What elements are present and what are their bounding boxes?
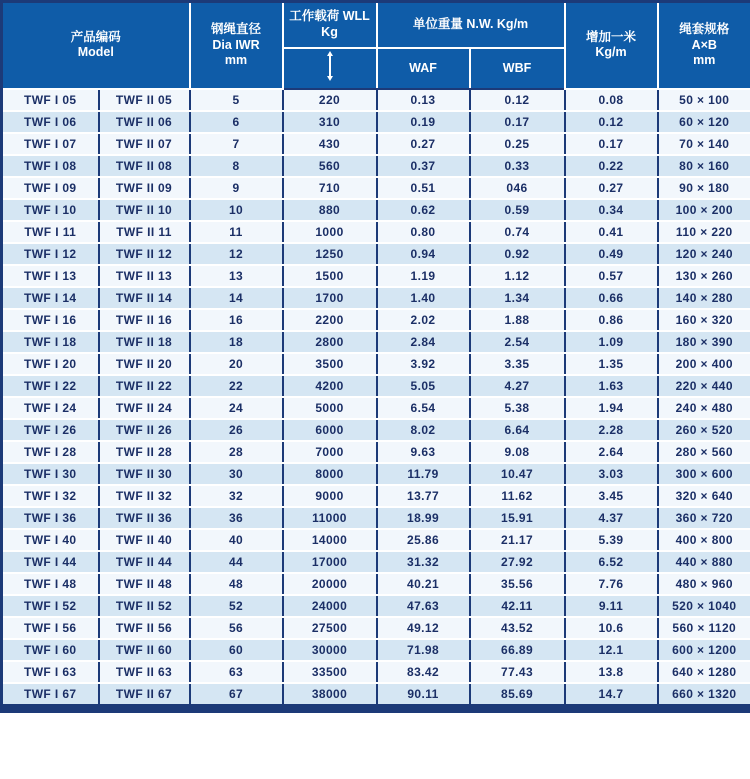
cell-sleeve-spec: 70 × 140 [658, 133, 750, 155]
cell-extra-meter: 14.7 [565, 683, 658, 709]
header-extra-meter [565, 2, 658, 89]
cell-model-type1: TWF I 13 [2, 265, 99, 287]
cell-wbf: 4.27 [470, 375, 565, 397]
cell-model-type2: TWF II 44 [99, 551, 190, 573]
cell-model-type1: TWF I 26 [2, 419, 99, 441]
cell-wll: 310 [283, 111, 377, 133]
cell-wbf: 9.08 [470, 441, 565, 463]
table-row [2, 309, 750, 331]
table-row [2, 617, 750, 639]
cell-wll: 9000 [283, 485, 377, 507]
cell-wbf: 10.47 [470, 463, 565, 485]
cell-extra-meter: 0.57 [565, 265, 658, 287]
cell-waf: 0.80 [377, 221, 470, 243]
header-wbf-label: WBF [502, 60, 532, 75]
cell-model-type2: TWF II 12 [99, 243, 190, 265]
cell-model-type1: TWF I 44 [2, 551, 99, 573]
cell-model-type2: TWF II 05 [99, 89, 190, 111]
table-row [2, 155, 750, 177]
cell-dia: 18 [190, 331, 283, 353]
cell-dia: 24 [190, 397, 283, 419]
cell-model-type2: TWF II 32 [99, 485, 190, 507]
table-body [2, 89, 750, 709]
cell-sleeve-spec: 260 × 520 [658, 419, 750, 441]
cell-model-type2: TWF II 63 [99, 661, 190, 683]
header-waf-label: WAF [409, 60, 437, 75]
table-row [2, 683, 750, 709]
cell-dia: 56 [190, 617, 283, 639]
cell-wbf: 2.54 [470, 331, 565, 353]
cell-wll: 1500 [283, 265, 377, 287]
cell-wll: 6000 [283, 419, 377, 441]
table-row [2, 375, 750, 397]
cell-model-type1: TWF I 09 [2, 177, 99, 199]
cell-sleeve-spec: 220 × 440 [658, 375, 750, 397]
cell-model-type1: TWF I 63 [2, 661, 99, 683]
table-row [2, 331, 750, 353]
cell-wbf: 1.88 [470, 309, 565, 331]
cell-extra-meter: 0.12 [565, 111, 658, 133]
cell-wbf: 42.11 [470, 595, 565, 617]
cell-dia: 13 [190, 265, 283, 287]
cell-wll: 1700 [283, 287, 377, 309]
cell-sleeve-spec: 640 × 1280 [658, 661, 750, 683]
cell-waf: 71.98 [377, 639, 470, 661]
cell-wbf: 0.33 [470, 155, 565, 177]
table-row [2, 89, 750, 111]
cell-extra-meter: 0.34 [565, 199, 658, 221]
header-waf [377, 48, 470, 89]
cell-sleeve-spec: 300 × 600 [658, 463, 750, 485]
cell-waf: 11.79 [377, 463, 470, 485]
cell-waf: 0.62 [377, 199, 470, 221]
cell-wbf: 6.64 [470, 419, 565, 441]
cell-wbf: 0.74 [470, 221, 565, 243]
cell-wll: 2800 [283, 331, 377, 353]
cell-dia: 32 [190, 485, 283, 507]
table-row [2, 199, 750, 221]
cell-model-type1: TWF I 06 [2, 111, 99, 133]
cell-wbf: 046 [470, 177, 565, 199]
cell-waf: 0.51 [377, 177, 470, 199]
cell-wbf: 3.35 [470, 353, 565, 375]
cell-model-type1: TWF I 10 [2, 199, 99, 221]
table-row [2, 441, 750, 463]
cell-waf: 0.13 [377, 89, 470, 111]
cell-wbf: 43.52 [470, 617, 565, 639]
cell-model-type1: TWF I 20 [2, 353, 99, 375]
cell-wbf: 0.59 [470, 199, 565, 221]
cell-sleeve-spec: 100 × 200 [658, 199, 750, 221]
cell-model-type1: TWF I 18 [2, 331, 99, 353]
header-sleeve-spec-unit: mm [693, 53, 716, 68]
cell-extra-meter: 0.66 [565, 287, 658, 309]
cell-extra-meter: 2.28 [565, 419, 658, 441]
cell-waf: 2.84 [377, 331, 470, 353]
table-row [2, 463, 750, 485]
cell-sleeve-spec: 50 × 100 [658, 89, 750, 111]
cell-wbf: 0.12 [470, 89, 565, 111]
cell-wll: 220 [283, 89, 377, 111]
cell-extra-meter: 0.41 [565, 221, 658, 243]
cell-wll: 1250 [283, 243, 377, 265]
cell-sleeve-spec: 360 × 720 [658, 507, 750, 529]
cell-waf: 40.21 [377, 573, 470, 595]
cell-extra-meter: 13.8 [565, 661, 658, 683]
cell-dia: 14 [190, 287, 283, 309]
header-model-zh: 产品编码 [70, 29, 121, 44]
cell-wbf: 85.69 [470, 683, 565, 709]
header-wll-unit: Kg [321, 25, 338, 39]
cell-model-type2: TWF II 22 [99, 375, 190, 397]
table-row [2, 111, 750, 133]
cell-waf: 83.42 [377, 661, 470, 683]
table-row [2, 133, 750, 155]
vertical-lift-arrow-icon [325, 51, 335, 81]
header-dia-en: Dia IWR [212, 37, 260, 52]
cell-model-type2: TWF II 10 [99, 199, 190, 221]
cell-waf: 25.86 [377, 529, 470, 551]
cell-wbf: 77.43 [470, 661, 565, 683]
table-row [2, 485, 750, 507]
cell-wbf: 0.25 [470, 133, 565, 155]
cell-model-type1: TWF I 60 [2, 639, 99, 661]
cell-model-type1: TWF I 07 [2, 133, 99, 155]
header-wll [283, 2, 377, 49]
cell-dia: 7 [190, 133, 283, 155]
cell-extra-meter: 1.63 [565, 375, 658, 397]
cell-wbf: 15.91 [470, 507, 565, 529]
cell-extra-meter: 10.6 [565, 617, 658, 639]
cell-extra-meter: 2.64 [565, 441, 658, 463]
cell-model-type2: TWF II 30 [99, 463, 190, 485]
cell-model-type1: TWF I 14 [2, 287, 99, 309]
cell-extra-meter: 3.45 [565, 485, 658, 507]
cell-sleeve-spec: 440 × 880 [658, 551, 750, 573]
header-dia [190, 2, 283, 89]
cell-extra-meter: 1.35 [565, 353, 658, 375]
cell-dia: 12 [190, 243, 283, 265]
cell-waf: 18.99 [377, 507, 470, 529]
cell-model-type1: TWF I 30 [2, 463, 99, 485]
cell-wll: 1000 [283, 221, 377, 243]
cell-extra-meter: 1.09 [565, 331, 658, 353]
table-row [2, 177, 750, 199]
cell-waf: 31.32 [377, 551, 470, 573]
cell-model-type2: TWF II 67 [99, 683, 190, 709]
header-model [2, 2, 190, 89]
cell-waf: 47.63 [377, 595, 470, 617]
cell-extra-meter: 0.49 [565, 243, 658, 265]
cell-sleeve-spec: 90 × 180 [658, 177, 750, 199]
cell-model-type1: TWF I 36 [2, 507, 99, 529]
cell-wll: 30000 [283, 639, 377, 661]
cell-sleeve-spec: 110 × 220 [658, 221, 750, 243]
table-header [2, 2, 750, 89]
cell-wbf: 0.17 [470, 111, 565, 133]
cell-wbf: 0.92 [470, 243, 565, 265]
header-dia-unit: mm [224, 53, 248, 68]
header-extra-meter-unit: Kg/m [595, 45, 627, 60]
cell-model-type2: TWF II 52 [99, 595, 190, 617]
cell-waf: 0.94 [377, 243, 470, 265]
cell-model-type2: TWF II 08 [99, 155, 190, 177]
cell-model-type1: TWF I 05 [2, 89, 99, 111]
cell-extra-meter: 7.76 [565, 573, 658, 595]
cell-dia: 26 [190, 419, 283, 441]
cell-sleeve-spec: 160 × 320 [658, 309, 750, 331]
cell-wbf: 66.89 [470, 639, 565, 661]
cell-model-type2: TWF II 28 [99, 441, 190, 463]
cell-model-type2: TWF II 48 [99, 573, 190, 595]
cell-wll: 2200 [283, 309, 377, 331]
table-row [2, 661, 750, 683]
cell-model-type2: TWF II 11 [99, 221, 190, 243]
cell-dia: 10 [190, 199, 283, 221]
cell-sleeve-spec: 560 × 1120 [658, 617, 750, 639]
table-row [2, 419, 750, 441]
cell-sleeve-spec: 320 × 640 [658, 485, 750, 507]
cell-wll: 710 [283, 177, 377, 199]
cell-extra-meter: 4.37 [565, 507, 658, 529]
cell-model-type2: TWF II 09 [99, 177, 190, 199]
cell-model-type2: TWF II 36 [99, 507, 190, 529]
cell-wbf: 5.38 [470, 397, 565, 419]
cell-model-type2: TWF II 18 [99, 331, 190, 353]
cell-model-type2: TWF II 40 [99, 529, 190, 551]
cell-waf: 90.11 [377, 683, 470, 709]
table-row [2, 529, 750, 551]
header-dia-zh: 钢绳直径 [211, 21, 262, 36]
cell-wll: 11000 [283, 507, 377, 529]
cell-model-type1: TWF I 22 [2, 375, 99, 397]
cell-sleeve-spec: 400 × 800 [658, 529, 750, 551]
cell-extra-meter: 9.11 [565, 595, 658, 617]
cell-model-type2: TWF II 60 [99, 639, 190, 661]
cell-wll: 8000 [283, 463, 377, 485]
cell-waf: 1.40 [377, 287, 470, 309]
cell-sleeve-spec: 480 × 960 [658, 573, 750, 595]
cell-extra-meter: 0.22 [565, 155, 658, 177]
cell-wll: 3500 [283, 353, 377, 375]
cell-model-type2: TWF II 16 [99, 309, 190, 331]
cell-wll: 880 [283, 199, 377, 221]
cell-sleeve-spec: 280 × 560 [658, 441, 750, 463]
cell-dia: 44 [190, 551, 283, 573]
table-row [2, 243, 750, 265]
cell-extra-meter: 6.52 [565, 551, 658, 573]
cell-sleeve-spec: 240 × 480 [658, 397, 750, 419]
cell-waf: 9.63 [377, 441, 470, 463]
cell-waf: 8.02 [377, 419, 470, 441]
cell-model-type1: TWF I 32 [2, 485, 99, 507]
cell-dia: 22 [190, 375, 283, 397]
cell-dia: 30 [190, 463, 283, 485]
table-row [2, 221, 750, 243]
header-sleeve-spec-ab: A×B [691, 37, 717, 52]
header-lift-type-cell [283, 48, 377, 89]
cell-wbf: 21.17 [470, 529, 565, 551]
cell-dia: 63 [190, 661, 283, 683]
cell-sleeve-spec: 60 × 120 [658, 111, 750, 133]
cell-sleeve-spec: 200 × 400 [658, 353, 750, 375]
cell-model-type1: TWF I 08 [2, 155, 99, 177]
cell-sleeve-spec: 130 × 260 [658, 265, 750, 287]
cell-dia: 5 [190, 89, 283, 111]
cell-model-type1: TWF I 12 [2, 243, 99, 265]
header-model-en: Model [77, 45, 114, 60]
table-row [2, 639, 750, 661]
cell-waf: 5.05 [377, 375, 470, 397]
table-row [2, 595, 750, 617]
cell-model-type1: TWF I 67 [2, 683, 99, 709]
header-extra-meter-zh: 增加一米 [586, 29, 637, 44]
cell-model-type1: TWF I 48 [2, 573, 99, 595]
cell-model-type1: TWF I 56 [2, 617, 99, 639]
cell-sleeve-spec: 520 × 1040 [658, 595, 750, 617]
cell-dia: 48 [190, 573, 283, 595]
table-row [2, 551, 750, 573]
table-row [2, 507, 750, 529]
cell-dia: 28 [190, 441, 283, 463]
cell-waf: 0.19 [377, 111, 470, 133]
cell-wll: 27500 [283, 617, 377, 639]
table-row [2, 353, 750, 375]
header-sleeve-spec [658, 2, 750, 89]
cell-wbf: 27.92 [470, 551, 565, 573]
cell-dia: 16 [190, 309, 283, 331]
cell-wll: 560 [283, 155, 377, 177]
cell-wbf: 11.62 [470, 485, 565, 507]
header-wbf [470, 48, 565, 89]
cell-model-type2: TWF II 24 [99, 397, 190, 419]
cell-model-type2: TWF II 14 [99, 287, 190, 309]
table-row [2, 397, 750, 419]
cell-model-type1: TWF I 24 [2, 397, 99, 419]
cell-waf: 6.54 [377, 397, 470, 419]
header-net-weight-zh: 单位重量 N.W. Kg/m [412, 17, 529, 32]
cell-sleeve-spec: 120 × 240 [658, 243, 750, 265]
cell-wll: 14000 [283, 529, 377, 551]
cell-waf: 0.27 [377, 133, 470, 155]
cell-extra-meter: 3.03 [565, 463, 658, 485]
header-sleeve-spec-zh: 绳套规格 [679, 21, 730, 36]
cell-wll: 38000 [283, 683, 377, 709]
table-row [2, 573, 750, 595]
table-row [2, 287, 750, 309]
header-wll-zh: 工作载荷 WLL [289, 9, 370, 24]
header-net-weight [377, 2, 565, 49]
cell-sleeve-spec: 600 × 1200 [658, 639, 750, 661]
cell-wll: 430 [283, 133, 377, 155]
cell-sleeve-spec: 660 × 1320 [658, 683, 750, 709]
cell-model-type1: TWF I 16 [2, 309, 99, 331]
cell-wll: 7000 [283, 441, 377, 463]
cell-extra-meter: 1.94 [565, 397, 658, 419]
cell-model-type2: TWF II 26 [99, 419, 190, 441]
cell-extra-meter: 12.1 [565, 639, 658, 661]
cell-model-type2: TWF II 06 [99, 111, 190, 133]
cell-wll: 33500 [283, 661, 377, 683]
cell-sleeve-spec: 140 × 280 [658, 287, 750, 309]
cell-wbf: 1.12 [470, 265, 565, 287]
cell-extra-meter: 0.17 [565, 133, 658, 155]
cell-sleeve-spec: 80 × 160 [658, 155, 750, 177]
cell-waf: 3.92 [377, 353, 470, 375]
cell-model-type2: TWF II 20 [99, 353, 190, 375]
cell-dia: 6 [190, 111, 283, 133]
cell-waf: 49.12 [377, 617, 470, 639]
cell-dia: 20 [190, 353, 283, 375]
cell-dia: 8 [190, 155, 283, 177]
cell-waf: 1.19 [377, 265, 470, 287]
cell-waf: 2.02 [377, 309, 470, 331]
cell-wll: 17000 [283, 551, 377, 573]
cell-waf: 0.37 [377, 155, 470, 177]
cell-model-type1: TWF I 52 [2, 595, 99, 617]
cell-dia: 36 [190, 507, 283, 529]
cell-wll: 4200 [283, 375, 377, 397]
cell-model-type2: TWF II 07 [99, 133, 190, 155]
cell-dia: 11 [190, 221, 283, 243]
cell-wll: 20000 [283, 573, 377, 595]
cell-wll: 24000 [283, 595, 377, 617]
cell-model-type1: TWF I 28 [2, 441, 99, 463]
cell-sleeve-spec: 180 × 390 [658, 331, 750, 353]
cell-model-type2: TWF II 13 [99, 265, 190, 287]
cell-dia: 60 [190, 639, 283, 661]
cell-wll: 5000 [283, 397, 377, 419]
cell-wbf: 1.34 [470, 287, 565, 309]
cell-model-type1: TWF I 11 [2, 221, 99, 243]
cell-model-type2: TWF II 56 [99, 617, 190, 639]
cell-dia: 9 [190, 177, 283, 199]
cell-model-type1: TWF I 40 [2, 529, 99, 551]
cell-dia: 40 [190, 529, 283, 551]
cell-extra-meter: 0.86 [565, 309, 658, 331]
cell-extra-meter: 0.08 [565, 89, 658, 111]
cell-dia: 67 [190, 683, 283, 709]
cell-dia: 52 [190, 595, 283, 617]
cell-waf: 13.77 [377, 485, 470, 507]
cell-extra-meter: 5.39 [565, 529, 658, 551]
cell-extra-meter: 0.27 [565, 177, 658, 199]
cell-wbf: 35.56 [470, 573, 565, 595]
table-row [2, 265, 750, 287]
